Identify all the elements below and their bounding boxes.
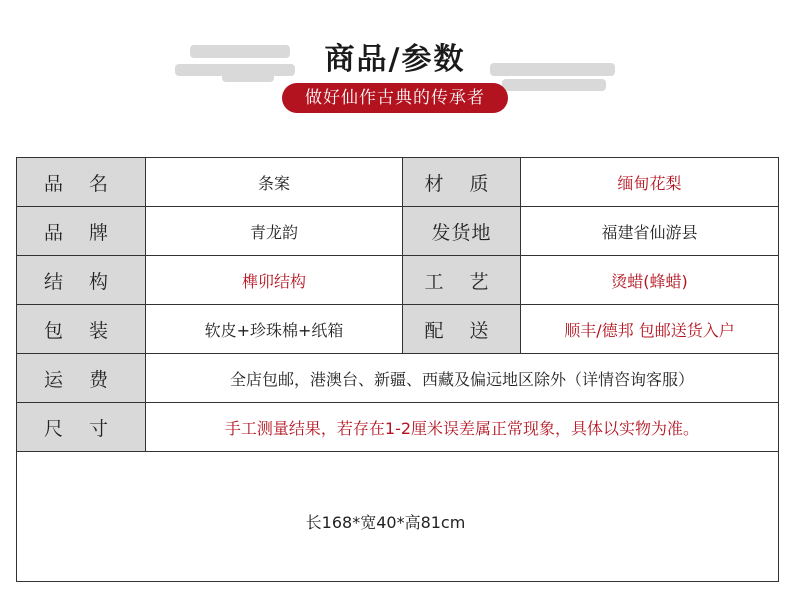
label-delivery: 配 送 xyxy=(403,305,521,354)
product-params-table xyxy=(16,157,779,582)
table-row xyxy=(17,305,779,354)
table-row xyxy=(17,256,779,305)
table-row xyxy=(17,354,779,403)
value-brand: 青龙韵 xyxy=(146,207,403,256)
label-product-name: 品 名 xyxy=(17,158,146,207)
label-origin: 发货地 xyxy=(403,207,521,256)
label-craft: 工 艺 xyxy=(403,256,521,305)
label-size: 尺 寸 xyxy=(17,403,146,452)
value-material: 缅甸花梨 xyxy=(521,158,779,207)
value-origin: 福建省仙游县 xyxy=(521,207,779,256)
value-delivery: 顺丰/德邦 包邮送货入户 xyxy=(521,305,779,354)
value-product-name: 条案 xyxy=(146,158,403,207)
value-craft: 烫蜡(蜂蜡) xyxy=(521,256,779,305)
value-shipping: 全店包邮，港澳台、新疆、西藏及偏远地区除外（详情咨询客服） xyxy=(146,354,779,403)
label-packaging: 包 装 xyxy=(17,305,146,354)
table-row xyxy=(17,452,779,582)
value-size-note: 手工测量结果，若存在1-2厘米误差属正常现象，具体以实物为准。 xyxy=(146,403,779,452)
decor-cloud-right-low xyxy=(502,79,606,91)
label-shipping: 运 费 xyxy=(17,354,146,403)
page-title: 商品/参数 xyxy=(324,42,466,77)
table-row xyxy=(17,403,779,452)
value-packaging: 软皮+珍珠棉+纸箱 xyxy=(146,305,403,354)
dimensions-text: 长168*宽40*高81cm xyxy=(305,513,466,532)
value-structure: 榫卯结构 xyxy=(146,256,403,305)
table-row xyxy=(17,158,779,207)
dimensions-cell xyxy=(17,452,779,582)
table-row xyxy=(17,207,779,256)
label-brand: 品 牌 xyxy=(17,207,146,256)
label-structure: 结 构 xyxy=(17,256,146,305)
label-material: 材 质 xyxy=(403,158,521,207)
slogan-badge: 做好仙作古典的传承者 xyxy=(282,83,508,113)
